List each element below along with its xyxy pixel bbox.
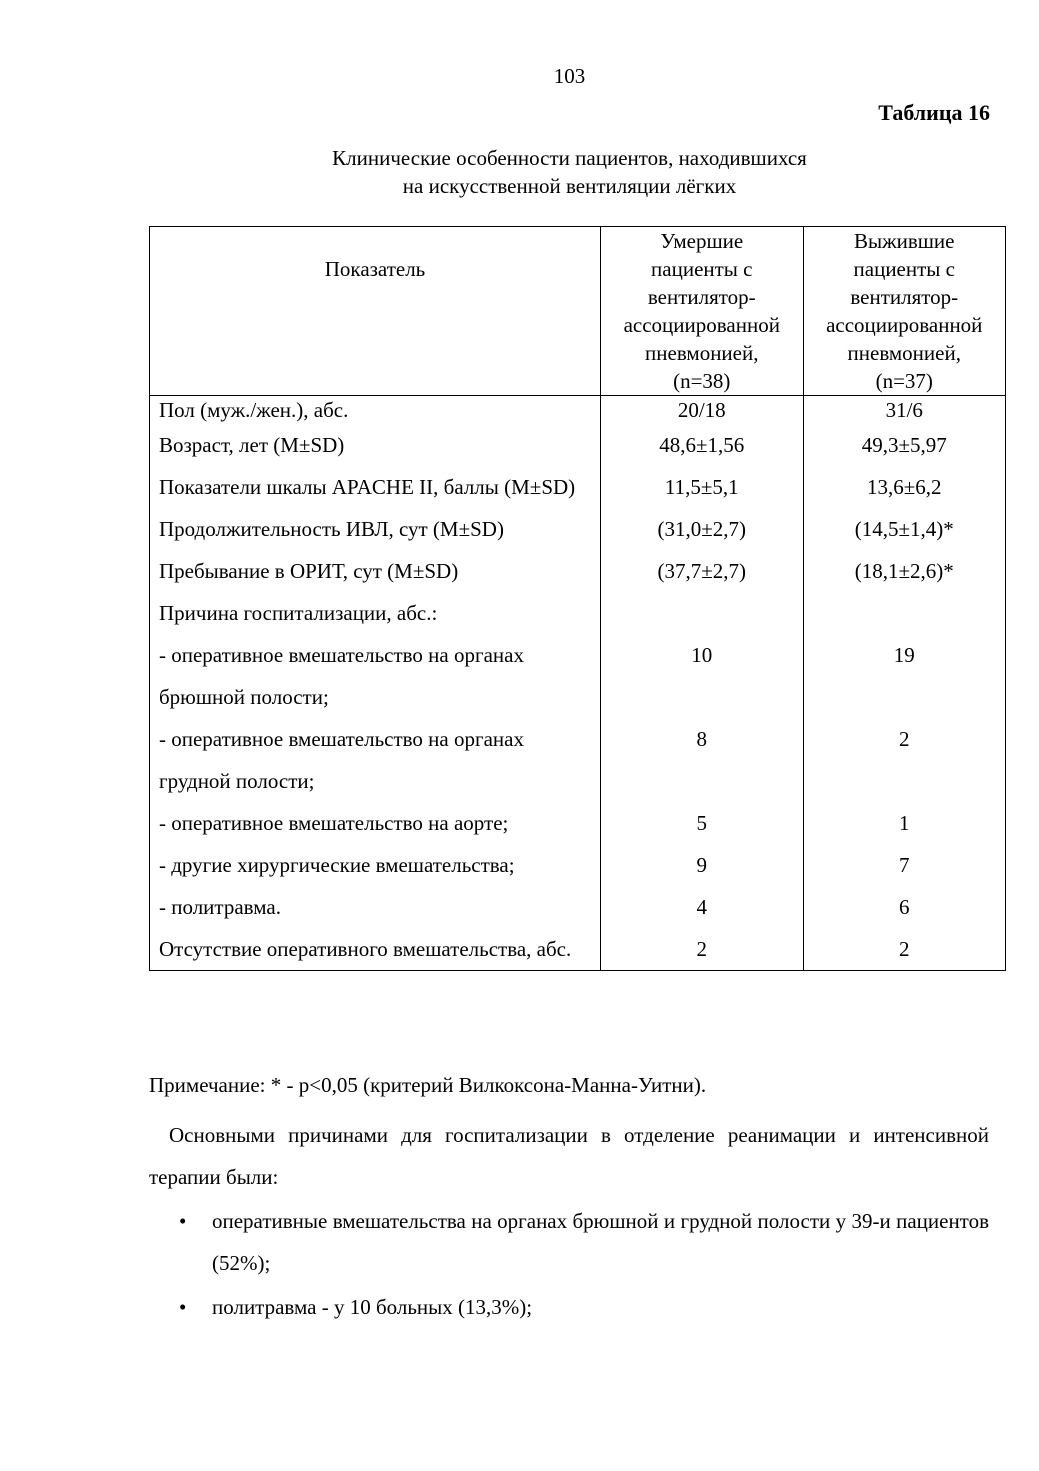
row-value-deceased: 2: [601, 928, 803, 971]
table-caption: [0, 144, 1039, 200]
row-value-deceased: 48,6±1,56: [601, 424, 803, 466]
table-row: [150, 424, 1006, 466]
row-indicator: - оперативное вмешательство на аорте;: [150, 802, 601, 844]
caption-line: Клинические особенности пациентов, находившихся: [332, 146, 807, 170]
table-row: [150, 928, 1006, 971]
row-indicator: - оперативное вмешательство на органах грудной полости;: [150, 718, 601, 802]
row-value-deceased: 8: [601, 718, 803, 802]
row-indicator: Причина госпитализации, абс.:: [150, 592, 601, 634]
table-header-row: [150, 227, 1006, 396]
header-line: Умершие: [660, 229, 744, 253]
table-row: [150, 466, 1006, 508]
row-indicator: - оперативное вмешательство на органах брюшной полости;: [150, 634, 601, 718]
list-item: [149, 1200, 989, 1284]
header-line: пневмонией,: [847, 341, 961, 365]
row-indicator: Продолжительность ИВЛ, сут (M±SD): [150, 508, 601, 550]
page-number: 103: [553, 64, 586, 88]
table-row: [150, 886, 1006, 928]
header-line: (n=38): [673, 369, 731, 393]
header-line: пневмонией,: [645, 341, 759, 365]
list-item: [149, 1286, 989, 1328]
row-value-survived: [803, 592, 1006, 634]
caption-line: на искусственной вентиляции лёгких: [402, 174, 737, 198]
table-row: [150, 396, 1006, 425]
table-row: [150, 802, 1006, 844]
header-line: ассоциированной: [623, 313, 780, 337]
row-value-deceased: 10: [601, 634, 803, 718]
row-value-deceased: 4: [601, 886, 803, 928]
row-value-survived: 19: [803, 634, 1006, 718]
row-value-survived: 7: [803, 844, 1006, 886]
row-value-deceased: 9: [601, 844, 803, 886]
row-value-survived: 1: [803, 802, 1006, 844]
row-value-survived: (14,5±1,4)*: [803, 508, 1006, 550]
row-value-survived: 31/6: [803, 396, 1006, 425]
header-line: ассоциированной: [826, 313, 983, 337]
table-note: Примечание: * - p<0,05 (критерий Вилкоксона-Манна-Уитни).: [149, 1073, 707, 1097]
table-row: [150, 550, 1006, 592]
header-indicator: Показатель: [150, 227, 601, 396]
body-paragraph: Основными причинами для госпитализации в отделение реанимации и интенсивной терапии были:: [149, 1123, 989, 1189]
row-value-deceased: 5: [601, 802, 803, 844]
header-line: вентилятор-: [647, 285, 756, 309]
row-value-survived: 13,6±6,2: [803, 466, 1006, 508]
row-indicator: - политравма.: [150, 886, 601, 928]
row-value-survived: 2: [803, 928, 1006, 971]
bullet-icon: •: [179, 1295, 187, 1319]
table-label: Таблица 16: [878, 100, 990, 125]
header-line: вентилятор-: [850, 285, 959, 309]
clinical-features-table: [149, 226, 1006, 971]
row-value-survived: 2: [803, 718, 1006, 802]
row-indicator: Показатели шкалы APACHE II, баллы (M±SD): [150, 466, 601, 508]
table-row: [150, 592, 1006, 634]
row-value-deceased: (37,7±2,7): [601, 550, 803, 592]
row-indicator: Пребывание в ОРИТ, сут (M±SD): [150, 550, 601, 592]
header-deceased: [601, 227, 803, 396]
bullet-icon: •: [179, 1209, 187, 1233]
list-item-text: политравма - у 10 больных (13,3%);: [212, 1295, 533, 1319]
row-value-deceased: 20/18: [601, 396, 803, 425]
table-row: [150, 718, 1006, 802]
table-row: [150, 844, 1006, 886]
row-value-deceased: (31,0±2,7): [601, 508, 803, 550]
row-value-survived: 6: [803, 886, 1006, 928]
header-survived: [803, 227, 1006, 396]
header-line: пациенты с: [853, 257, 955, 281]
header-line: пациенты с: [651, 257, 753, 281]
row-indicator: Возраст, лет (M±SD): [150, 424, 601, 466]
table-row: [150, 634, 1006, 718]
row-indicator: - другие хирургические вмешательства;: [150, 844, 601, 886]
bullet-list: [149, 1200, 989, 1330]
row-indicator: Пол (муж./жен.), абс.: [150, 396, 601, 425]
row-value-survived: (18,1±2,6)*: [803, 550, 1006, 592]
row-value-deceased: 11,5±5,1: [601, 466, 803, 508]
header-line: Выжившие: [853, 229, 955, 253]
row-value-survived: 49,3±5,97: [803, 424, 1006, 466]
table-row: [150, 508, 1006, 550]
list-item-text: оперативные вмешательства на органах брюшной и грудной полости у 39-и пациентов (52%);: [212, 1209, 989, 1275]
row-indicator: Отсутствие оперативного вмешательства, абс.: [150, 928, 601, 971]
row-value-deceased: [601, 592, 803, 634]
header-line: (n=37): [875, 369, 933, 393]
